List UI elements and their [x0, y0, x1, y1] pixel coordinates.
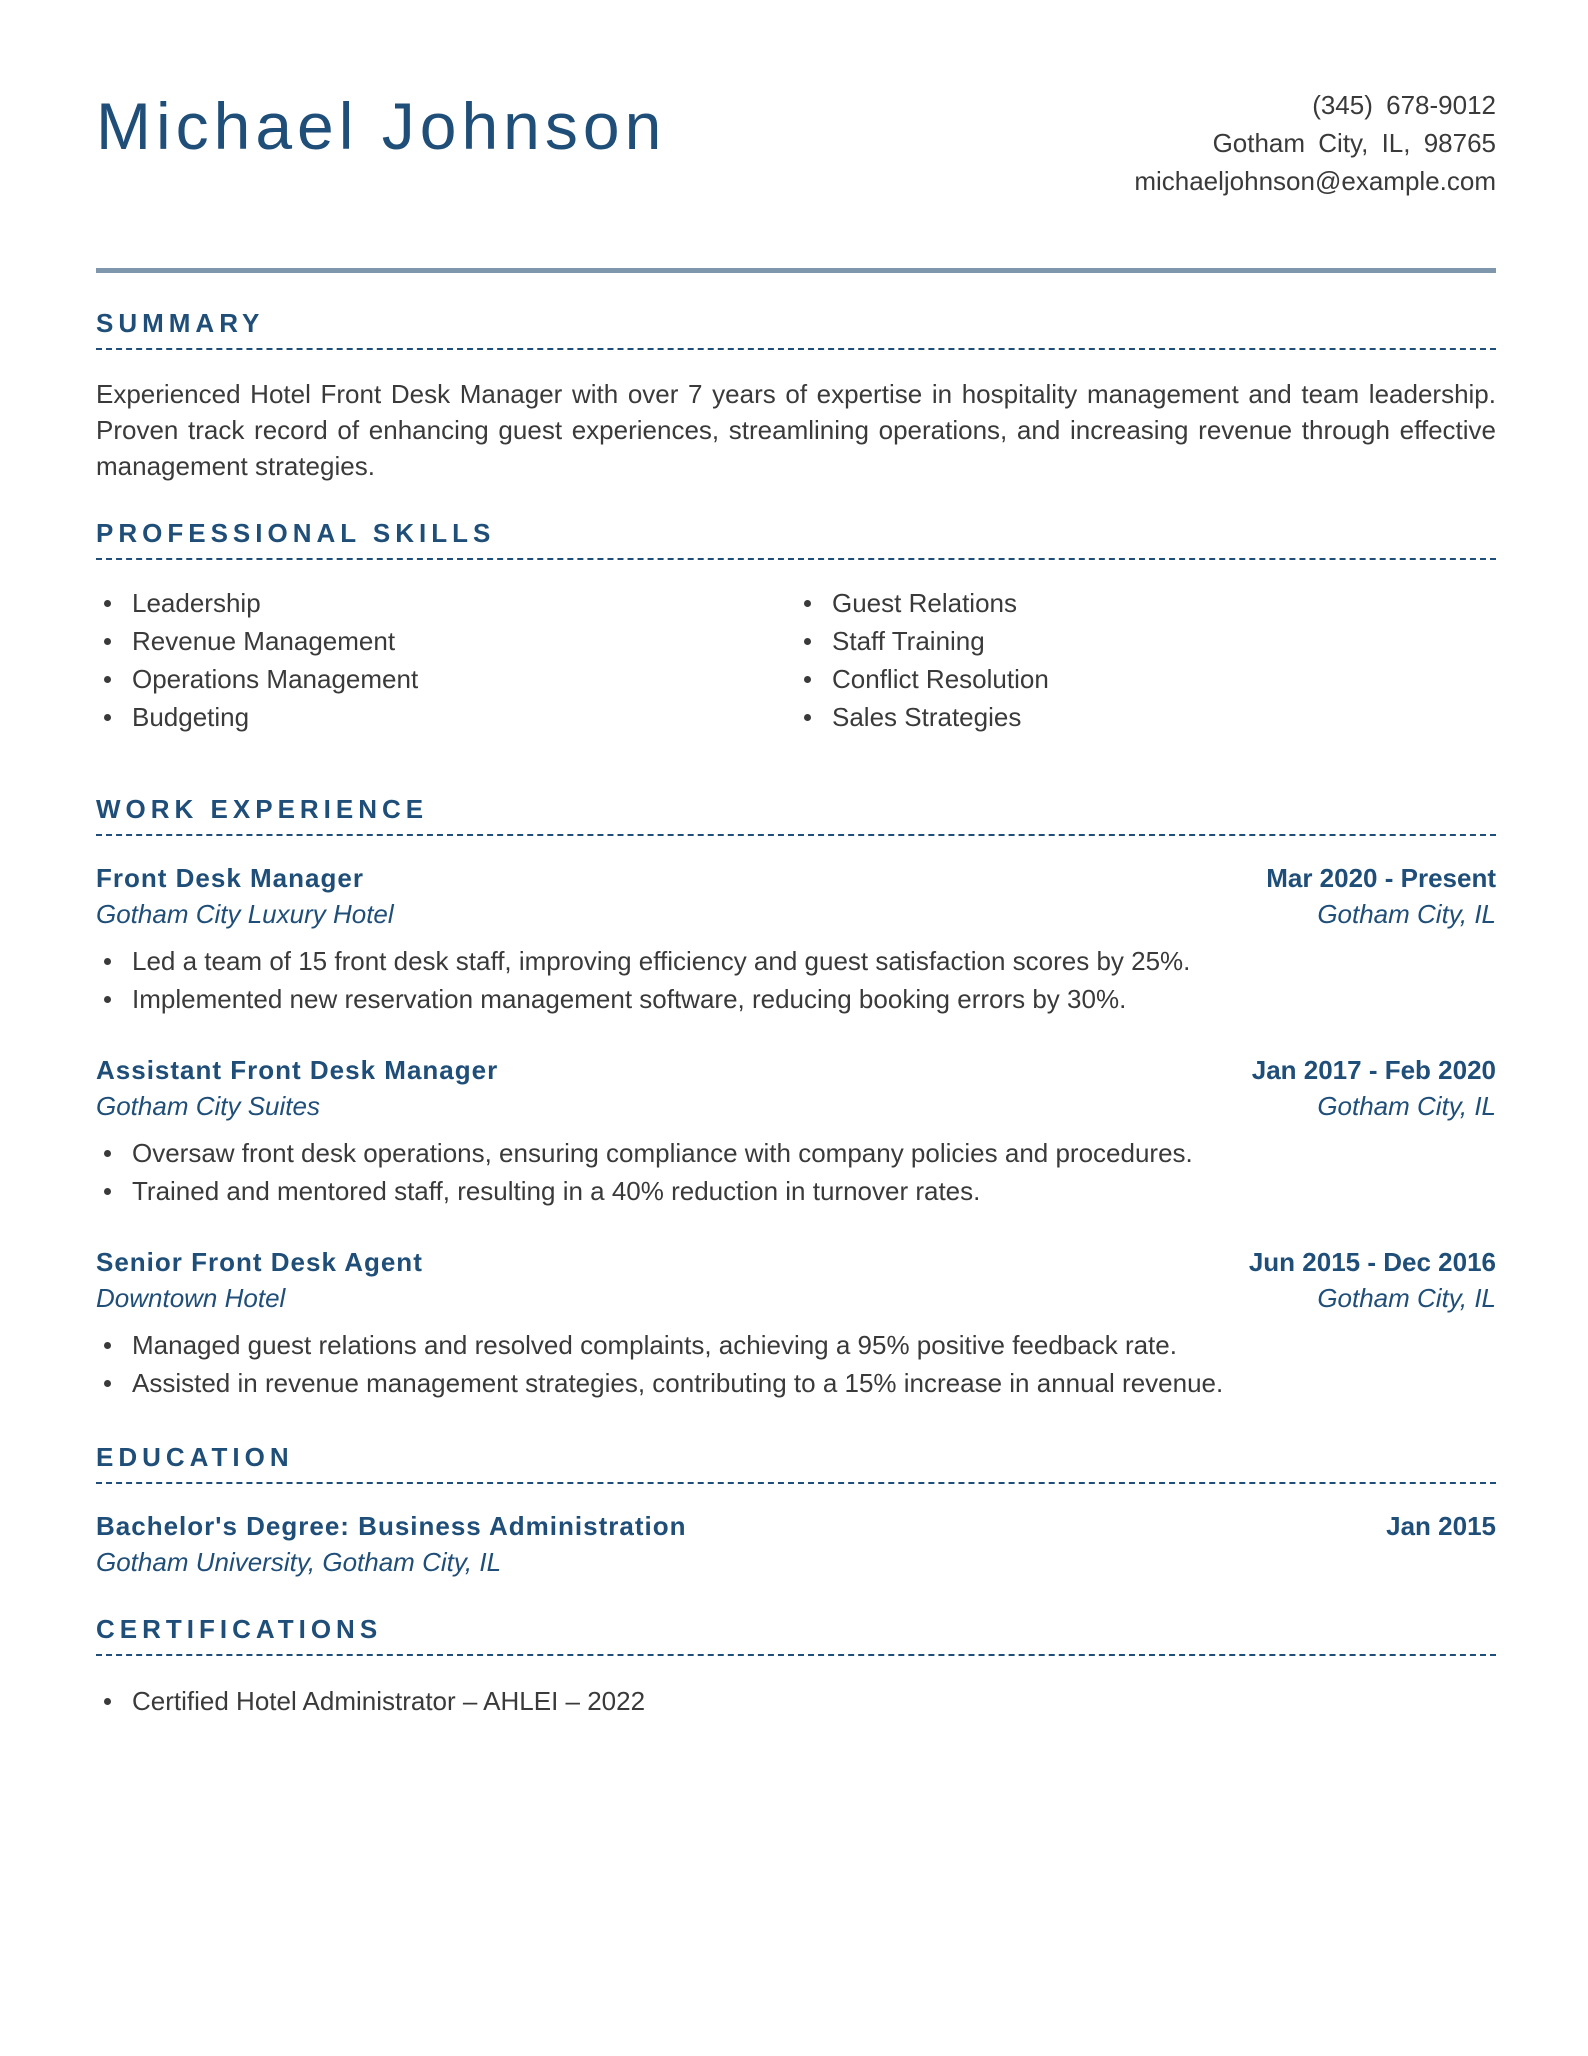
certification-item: Certified Hotel Administrator – AHLEI – 2022 — [96, 1682, 1496, 1720]
job-bullet: Assisted in revenue management strategies, contributing to a 15% increase in annual revenue. — [96, 1364, 1496, 1402]
job-location: Gotham City, IL — [1317, 899, 1496, 929]
education-title: EDUCATION — [96, 1442, 1496, 1484]
email-address: michaeljohnson@example.com — [1134, 166, 1496, 196]
job-company: Downtown Hotel — [96, 1283, 286, 1313]
job-dates: Jun 2015 - Dec 2016 — [1248, 1247, 1496, 1277]
summary-section — [96, 308, 1496, 484]
address: Gotham City, IL, 98765 — [1212, 128, 1496, 158]
job-company: Gotham City Luxury Hotel — [96, 899, 394, 929]
skill-item: Conflict Resolution — [796, 660, 1496, 698]
header-divider — [96, 268, 1496, 273]
degree: Bachelor's Degree: Business Administration — [96, 1511, 687, 1541]
candidate-name: Michael Johnson — [96, 89, 667, 163]
summary-title: SUMMARY — [96, 308, 1496, 350]
skills-section — [96, 518, 1496, 736]
job-bullet: Trained and mentored staff, resulting in a 40% reduction in turnover rates. — [96, 1172, 1496, 1210]
skills-title: PROFESSIONAL SKILLS — [96, 518, 1496, 560]
job-bullet: Implemented new reservation management software, reducing booking errors by 30%. — [96, 980, 1496, 1018]
job-bullets — [96, 942, 1496, 1018]
skill-item: Leadership — [96, 584, 796, 622]
job-bullet: Managed guest relations and resolved complaints, achieving a 95% positive feedback rate. — [96, 1326, 1496, 1364]
job-entry — [96, 1244, 1496, 1402]
experience-section — [96, 794, 1496, 1402]
job-bullet: Oversaw front desk operations, ensuring compliance with company policies and procedures. — [96, 1134, 1496, 1172]
skill-item: Sales Strategies — [796, 698, 1496, 736]
phone-number: (345) 678-9012 — [1312, 90, 1496, 120]
skill-item: Budgeting — [96, 698, 796, 736]
skill-item: Staff Training — [796, 622, 1496, 660]
resume-page — [96, 0, 1496, 1720]
contact-block — [1134, 86, 1496, 200]
education-section — [96, 1442, 1496, 1580]
job-bullet: Led a team of 15 front desk staff, improving efficiency and guest satisfaction scores by 25%. — [96, 942, 1496, 980]
job-role: Senior Front Desk Agent — [96, 1247, 423, 1277]
job-entry — [96, 1052, 1496, 1210]
job-location: Gotham City, IL — [1317, 1091, 1496, 1121]
skills-left-list — [96, 584, 796, 736]
skills-columns — [96, 584, 1496, 736]
summary-text: Experienced Hotel Front Desk Manager with over 7 years of expertise in hospitality management and team leadership. Proven track record of enhancing guest experiences, streamlining operations, and increasing revenue through effective management strategies. — [96, 379, 1496, 481]
job-role: Front Desk Manager — [96, 863, 364, 893]
skills-right-list — [796, 584, 1496, 736]
certifications-list — [96, 1682, 1496, 1720]
job-dates: Mar 2020 - Present — [1266, 863, 1496, 893]
job-bullets — [96, 1134, 1496, 1210]
skill-item: Guest Relations — [796, 584, 1496, 622]
job-dates: Jan 2017 - Feb 2020 — [1251, 1055, 1496, 1085]
certifications-title: CERTIFICATIONS — [96, 1614, 1496, 1656]
degree-date: Jan 2015 — [1386, 1511, 1496, 1541]
skill-item: Revenue Management — [96, 622, 796, 660]
job-location: Gotham City, IL — [1317, 1283, 1496, 1313]
job-role: Assistant Front Desk Manager — [96, 1055, 499, 1085]
school: Gotham University, Gotham City, IL — [96, 1547, 502, 1577]
resume-header — [96, 0, 1496, 274]
job-company: Gotham City Suites — [96, 1091, 320, 1121]
skill-item: Operations Management — [96, 660, 796, 698]
job-bullets — [96, 1326, 1496, 1402]
job-entry — [96, 860, 1496, 1018]
certifications-section — [96, 1614, 1496, 1720]
experience-title: WORK EXPERIENCE — [96, 794, 1496, 836]
